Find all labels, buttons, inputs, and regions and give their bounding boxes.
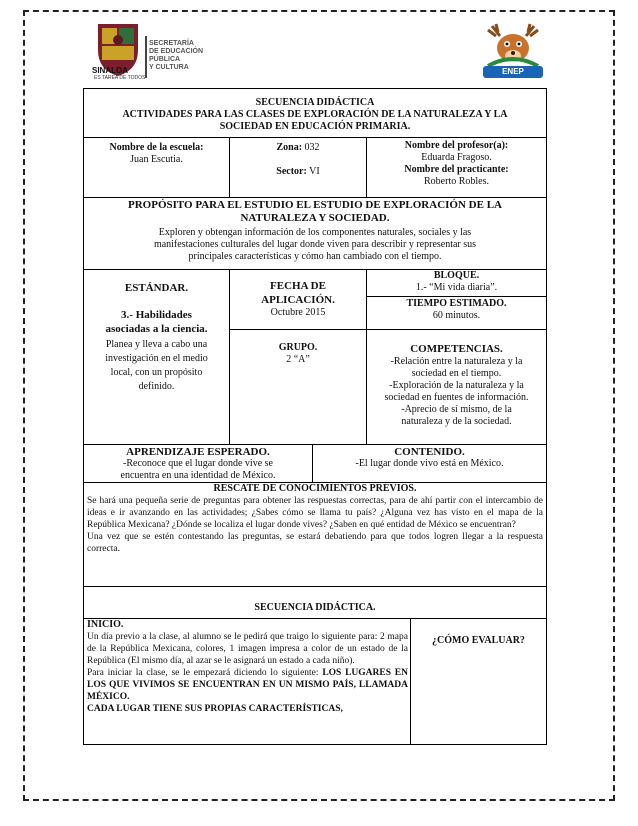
grupo-cell [230,342,366,366]
tiempo-cell [367,298,546,322]
zona-sector-cell [230,142,366,178]
grupo-value: 2 “A” [286,354,310,365]
secretaria-text: SECRETARÍA DE EDUCACIÓN PÚBLICA Y CULTURA [149,40,204,71]
sinaloa-sep-logo [92,20,244,81]
school-value: Juan Escutia. [130,154,183,165]
deer-mascot-icon [482,22,544,68]
profesor-value: Eduarda Fragoso. [421,152,492,163]
competencia-line: sociedad en fuentes de información. [384,392,529,403]
aprendizaje-text-1: -Reconoce que el lugar donde vive se [123,458,273,469]
fecha-value: Octubre 2015 [270,307,326,318]
zona-label: Zona: [276,142,303,153]
proposito-text-2: manifestaciones culturales del lugar donde viven para describir y representar sus [153,239,477,250]
estandar-cell [84,282,229,394]
logo-divider [145,36,147,78]
estandar-sub-1: 3.- Habilidades [121,309,192,321]
profesor-label: Nombre del profesor(a): [404,140,509,151]
rescate-para-1: Se hará una pequeña serie de preguntas para obtener las respuestas correctas, para de ahí partir con el intercambio de ideas e ir avanzando en las actividades; ¿Sabes cómo se llama tu país? ¿Alguna vez has visto en el mapa de la República Mexicana? ¿Dónde se localiza el lugar donde vives? ¿Saben en qué entidad de México se encuentran? [87,496,543,530]
proposito-heading-2: NATURALEZA Y SOCIEDAD. [240,212,390,224]
school-label: Nombre de la escuela: [109,142,204,153]
fecha-cell [230,279,366,319]
contenido-text: -El lugar donde vivo está en México. [355,458,504,469]
proposito-text-1: Exploren y obtengan información de los componentes naturales, sociales y las [158,227,472,238]
proposito-text-3: principales características y cómo han cambiado con el tiempo. [188,251,442,262]
contenido-heading: CONTENIDO. [394,446,465,458]
inicio-para-1: Un día previo a la clase, al alumno se le pedirá que traigo lo siguiente para: 2 mapa de la República Mexicana, colores, 1 imagen impresa a color de un estado de la República (El mismo día, al azar se le asignará un estado a cada niño). [87,632,408,666]
competencia-line: -Exploración de la naturaleza y la [389,380,524,391]
estandar-heading: ESTÁNDAR. [124,282,189,294]
state-name: SINALOA [92,66,128,75]
school-cell [84,142,229,166]
estandar-text-3: local, con un propósito [110,367,203,378]
proposito-cell [84,199,546,263]
bloque-label: BLOQUE. [433,270,480,281]
fecha-label-2: APLICACIÓN. [261,294,335,306]
competencia-line: -Aprecio de sí mismo, de la [401,404,512,415]
sector-label: Sector: [276,166,307,177]
title-line-2: ACTIVIDADES PARA LAS CLASES DE EXPLORACIÓN DE LA NATURALEZA Y LA [122,109,508,120]
title-line-3: SOCIEDAD EN EDUCACIÓN PRIMARIA. [219,121,411,132]
grupo-label: GRUPO. [278,342,318,353]
practicante-label: Nombre del practicante: [404,164,509,175]
competencia-line: naturaleza y de la sociedad. [401,416,512,427]
rescate-cell [87,483,543,555]
contenido-cell [313,446,546,470]
competencias-heading: COMPETENCIAS. [410,343,503,355]
rescate-para-2: Una vez que se estén contestando las preguntas, se estará debatiendo para que todos logren llegar a la respuesta correcta. [87,532,543,554]
aprendizaje-heading: APRENDIZAJE ESPERADO. [126,446,270,458]
competencia-line: -Relación entre la naturaleza y la [390,356,523,367]
estandar-sub-2: asociadas a la ciencia. [105,323,208,335]
estandar-text-2: investigación en el medio [105,353,208,364]
zona-value: 032 [304,142,320,153]
bloque-cell [367,270,546,294]
rescate-heading: RESCATE DE CONOCIMIENTOS PREVIOS. [213,483,417,494]
fecha-label-1: FECHA DE [270,280,326,292]
estandar-text-1: Planea y lleva a cabo una [105,339,208,350]
inicio-para-2-bold: LOS LUGARES EN LOS QUE VIVIMOS SE ENCUENTRAN EN UN MISMO PAÍS, LLAMADA MÉXICO. [87,668,408,702]
inicio-cell [87,619,408,715]
form-title [84,97,546,133]
practicante-value: Roberto Robles. [424,176,489,187]
competencia-line: sociedad en el tiempo. [411,368,502,379]
inicio-para-3-bold: CADA LUGAR TIENE SUS PROPIAS CARACTERÍSTICAS, [87,704,343,714]
estandar-text-4: definido. [138,381,175,392]
sequence-form [83,88,547,745]
aprendizaje-cell [84,446,312,482]
tiempo-value: 60 minutos. [432,310,481,321]
teacher-cell [367,140,546,188]
inicio-para-2: Para iniciar la clase, se le empezará diciendo lo siguiente: [87,668,319,678]
aprendizaje-text-2: encuentra en una identidad de México. [120,470,276,481]
sector-value: VI [309,166,320,177]
inicio-heading: INICIO. [87,619,124,630]
bloque-value: 1.- “Mi vida diaria”. [415,282,498,293]
title-line-1: SECUENCIA DIDÁCTICA [255,97,375,108]
enep-label: ENEP [483,66,543,78]
state-tagline: ES TAREA DE TODOS [94,75,146,81]
secuencia-heading: SECUENCIA DIDÁCTICA. [254,602,376,613]
proposito-heading-1: PROPÓSITO PARA EL ESTUDIO EL ESTUDIO DE EXPLORACIÓN DE LA [128,199,502,211]
competencias-cell [367,334,546,428]
tiempo-label: TIEMPO ESTIMADO. [406,298,507,309]
evaluar-heading: ¿CÓMO EVALUAR? [432,635,525,646]
